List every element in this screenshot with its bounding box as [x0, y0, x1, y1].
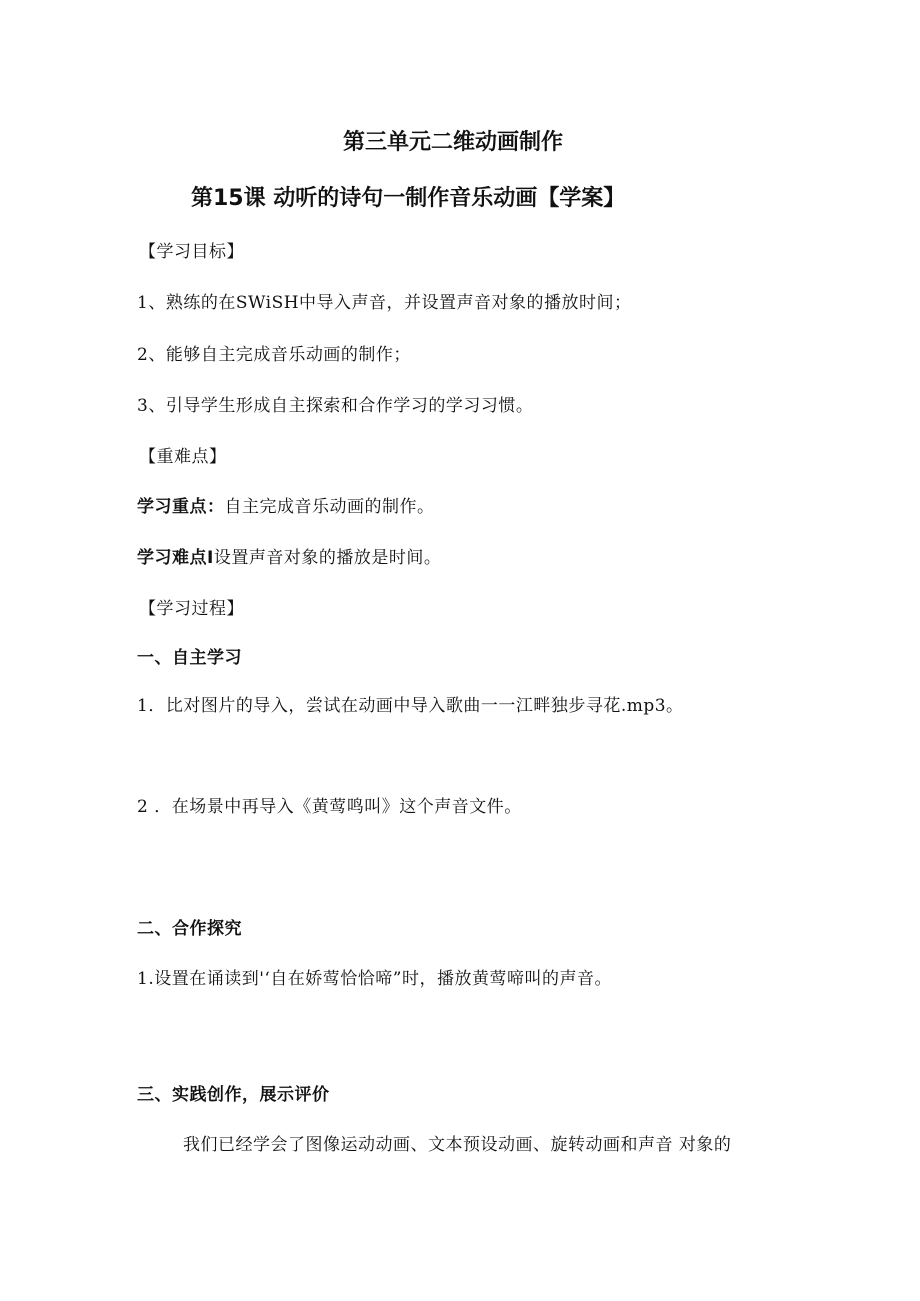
section1-item-1: 1．比对图片的导入，尝试在动画中导入歌曲一一江畔独步寻花.mp3。: [137, 696, 684, 716]
unit-title: 第三单元二维动画制作: [343, 130, 564, 155]
focus-line: [137, 495, 435, 519]
difficulty-line: [137, 546, 441, 570]
section2-item-1: 1.设置在诵读到'‘自在娇莺恰恰啼”时，播放黄莺啼叫的声音。: [137, 969, 612, 989]
objective-item-3: 3、引导学生形成自主探索和合作学习的学习习惯。: [137, 396, 534, 416]
difficulty-text: 设置声音对象的播放是时间。: [213, 548, 442, 568]
objective-item-2: 2、能够自主完成音乐动画的制作；: [137, 345, 411, 365]
focus-text: 自主完成音乐动画的制作。: [224, 497, 435, 517]
objectives-heading: 【学习目标】: [139, 242, 244, 262]
lesson-title: 第15课 动听的诗句一制作音乐动画【学案】: [191, 186, 626, 211]
section1-item-2: 2 ．在场景中再导入《黄莺鸣叫》这个声音文件。: [137, 797, 522, 817]
key-points-heading: 【重难点】: [139, 447, 227, 467]
difficulty-label: 学习难点I: [137, 548, 214, 568]
section3-paragraph: 我们已经学会了图像运动动画、文本预设动画、旋转动画和声音 对象的: [183, 1135, 732, 1155]
focus-label: 学习重点：: [137, 497, 225, 517]
section3-title: 三、实践创作，展示评价: [137, 1085, 330, 1105]
section1-title: 一、自主学习: [137, 648, 242, 668]
process-heading: 【学习过程】: [139, 599, 244, 619]
section2-title: 二、合作探究: [137, 919, 242, 939]
objective-item-1: 1、熟练的在SWiSH中导入声音，并设置声音对象的播放时间；: [137, 293, 632, 313]
